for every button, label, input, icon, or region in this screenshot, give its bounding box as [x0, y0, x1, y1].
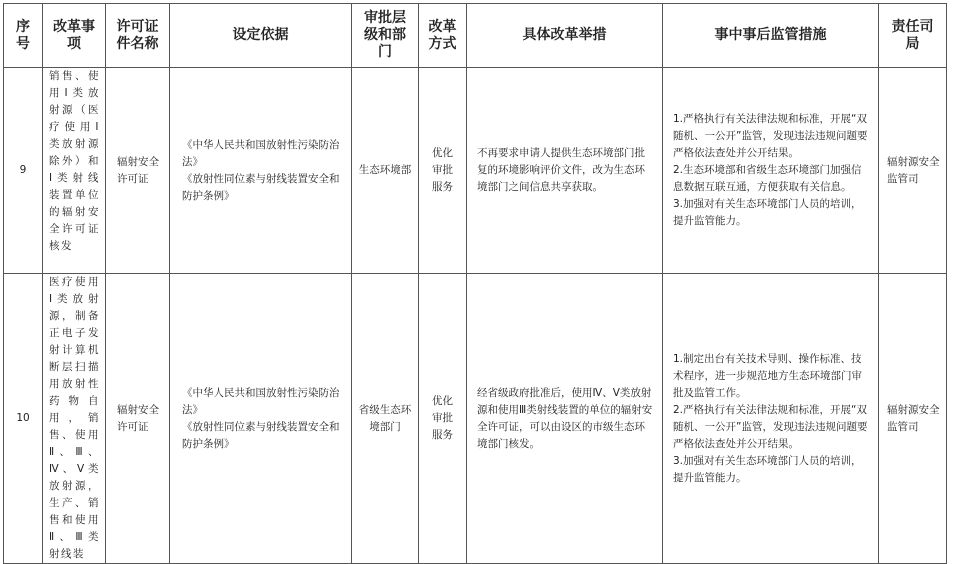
row-seq: 9: [4, 68, 43, 274]
row-license: 辐射安全许可证: [106, 68, 170, 274]
supervision-line: 3.加强对有关生态环境部门人员的培训，提升监管能力。: [673, 454, 862, 484]
table-row: [4, 68, 947, 274]
header-item: 改革事项: [43, 4, 106, 68]
row-supervision: [663, 274, 879, 564]
header-supervision: 事中事后监管措施: [663, 4, 879, 68]
row-basis: [170, 274, 352, 564]
row-seq: 10: [4, 274, 43, 564]
supervision-line: 1.制定出台有关技术导则、操作标准、技术程序，进一步规范地方生态环境部门审批及监管工作。: [673, 352, 862, 399]
basis-line: 《中华人民共和国放射性污染防治法》: [182, 386, 340, 416]
header-row: [4, 4, 947, 68]
row-supervision: [663, 68, 879, 274]
basis-line: 《放射性同位素与射线装置安全和防护条例》: [182, 172, 340, 202]
row-mode: 优化审批服务: [419, 274, 467, 564]
header-level: 审批层级和部门: [352, 4, 419, 68]
header-bureau: 责任司局: [879, 4, 947, 68]
row-level: 省级生态环境部门: [352, 274, 419, 564]
header-seq: 序号: [4, 4, 43, 68]
basis-line: 《中华人民共和国放射性污染防治法》: [182, 138, 340, 168]
supervision-line: 2.严格执行有关法律法规和标准，开展“双随机、一公开”监管，发现违法违规问题要严格依法查处并公开结果。: [673, 403, 868, 450]
row-basis: [170, 68, 352, 274]
header-license: 许可证件名称: [106, 4, 170, 68]
row-license: 辐射安全许可证: [106, 274, 170, 564]
basis-line: 《放射性同位素与射线装置安全和防护条例》: [182, 420, 340, 450]
supervision-line: 3.加强对有关生态环境部门人员的培训，提升监管能力。: [673, 198, 862, 227]
supervision-line: 1.严格执行有关法律法规和标准，开展“双随机、一公开”监管，发现违法违规问题要严格依法查处并公开结果。: [673, 113, 868, 159]
row-measures: 不再要求申请人提供生态环境部门批复的环境影响评价文件，改为生态环境部门之间信息共享获取。: [467, 68, 663, 274]
row-measures: 经省级政府批准后，使用Ⅳ、Ⅴ类放射源和使用Ⅲ类射线装置的单位的辐射安全许可证，可以由设区的市级生态环境部门核发。: [467, 274, 663, 564]
supervision-line: 2.生态环境部和省级生态环境部门加强信息数据互联互通，方便获取有关信息。: [673, 164, 862, 193]
row-item: 销售、使用Ⅰ类放射源（医疗使用Ⅰ类放射源除外）和Ⅰ类射线装置单位的辐射安全许可证核发: [43, 68, 106, 274]
row-bureau: 辐射源安全监管司: [879, 274, 947, 564]
table-row: [4, 274, 947, 564]
header-measures: 具体改革举措: [467, 4, 663, 68]
header-basis: 设定依据: [170, 4, 352, 68]
header-mode: 改革方式: [419, 4, 467, 68]
row-item: 医疗使用Ⅰ类放射源，制备正电子发射计算机断层扫描用放射性药物自用，销售、使用Ⅱ、Ⅲ、Ⅳ、Ⅴ类放射源，生产、销售和使用Ⅱ、Ⅲ类射线装: [43, 274, 106, 564]
row-level: 生态环境部: [352, 68, 419, 274]
reform-table: [3, 3, 947, 564]
row-bureau: 辐射源安全监管司: [879, 68, 947, 274]
row-mode: 优化审批服务: [419, 68, 467, 274]
